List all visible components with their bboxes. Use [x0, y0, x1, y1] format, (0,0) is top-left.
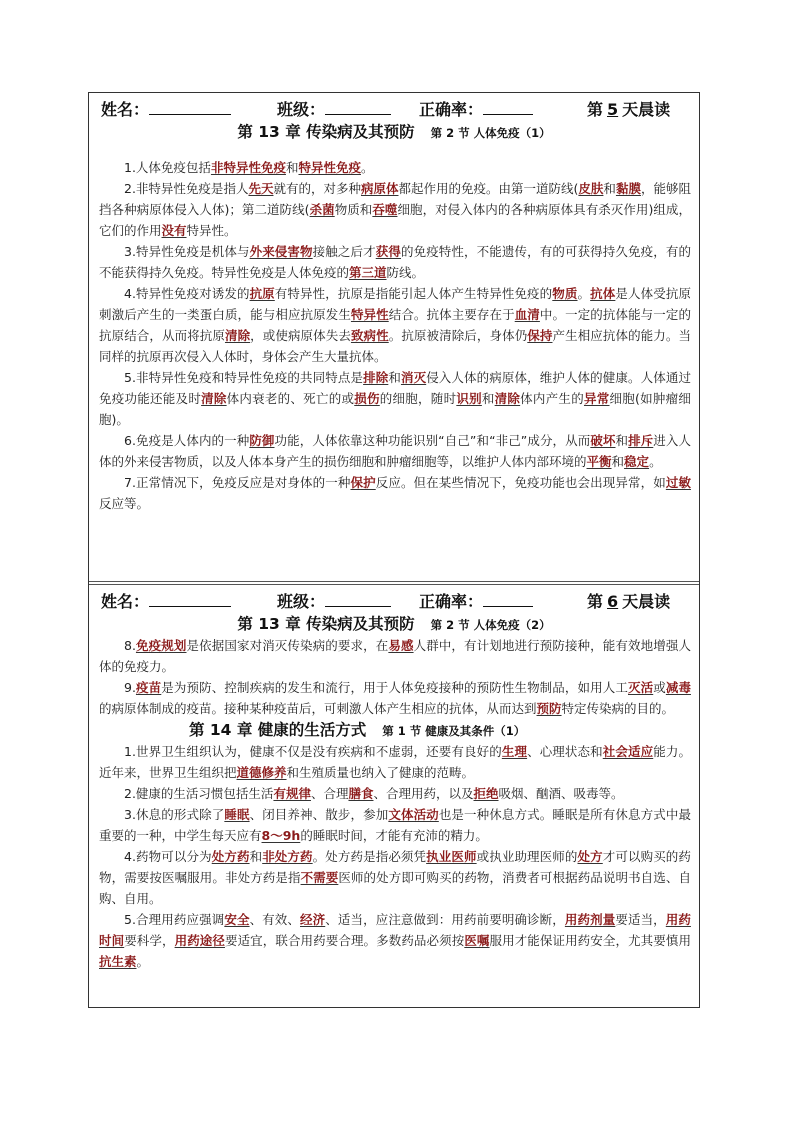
paragraph-text: 4.特异性免疫对诱发的	[124, 286, 250, 301]
keyword-answer: 易感	[388, 638, 414, 653]
paragraph-list	[89, 157, 699, 514]
class-label: 班级：	[277, 100, 326, 119]
paragraph-text: 的病原体制成的疫苗。接种某种疫苗后，可刺激人体产生相应的抗体，从而达到	[99, 701, 537, 716]
paragraph-text: 8.	[124, 638, 136, 653]
keyword-answer: 膳食	[348, 786, 374, 801]
paragraph-text: 。	[360, 160, 374, 175]
keyword-answer: 道德修养	[236, 765, 287, 780]
accuracy-label: 正确率：	[419, 100, 484, 119]
keyword-answer: 排斥	[628, 433, 654, 448]
chapter-heading	[89, 613, 699, 635]
keyword-answer: 先天	[248, 181, 274, 196]
paragraph-text: 细胞，对侵入体内的各种病原体具有杀灭作用)组成，它们的作用	[99, 202, 691, 238]
paragraph-text: 就有的，对多种	[273, 181, 361, 196]
keyword-answer: 免疫规划	[135, 638, 187, 653]
paragraph-text: 人群中，有计划地进行预防接种，能有效地增强人体的免疫力。	[99, 638, 691, 674]
paragraph-text: 和	[611, 454, 625, 469]
paragraph-text: 也是一种休息方式。睡眠是所有休息方式中最重要的一种，中学生每天应有	[99, 807, 691, 843]
paragraph-text: 要适宜，联合用药要合理。多数药品必须按	[224, 933, 465, 948]
paragraph-text: 中。一定的抗体能与一定的抗原结合，从而将抗原	[99, 307, 691, 343]
paragraph-text: 。处方药是指必须凭	[312, 849, 427, 864]
paragraph-text: 反应。但在某些情况下，免疫功能也会出现异常，如	[375, 475, 666, 490]
paragraph-text: 5.非特异性免疫和特异性免疫的共同特点是	[124, 370, 364, 385]
paragraph-text: 、适当，应注意做到：用药前要明确诊断，	[325, 912, 565, 927]
keyword-answer: 病原体	[360, 181, 399, 196]
paragraph-text: 6.免疫是人体内的一种	[124, 433, 250, 448]
paragraph-text: 。	[649, 454, 662, 469]
keyword-answer: 非特异性免疫	[210, 160, 286, 175]
paragraph-text: 反应等。	[99, 496, 150, 511]
keyword-answer: 睡眠	[224, 807, 250, 822]
accuracy-label: 正确率：	[419, 592, 484, 611]
keyword-answer: 减毒	[665, 680, 691, 695]
keyword-answer: 获得	[375, 244, 401, 259]
keyword-answer: 文体活动	[388, 807, 439, 822]
keyword-answer: 没有	[161, 223, 187, 238]
name-blank[interactable]	[149, 591, 231, 607]
keyword-answer: 安全	[224, 912, 250, 927]
paragraph-text: 特定传染病的目的。	[561, 701, 675, 716]
paragraph-text: 3.休息的形式除了	[124, 807, 225, 822]
paragraph-text: 。	[136, 954, 150, 969]
paragraph-text: 体内产生的	[520, 391, 584, 406]
accuracy-blank[interactable]	[483, 99, 533, 115]
paragraph-text: 特异性。	[186, 223, 237, 238]
keyword-answer: 清除	[201, 391, 227, 406]
paragraph-text: 和	[615, 433, 629, 448]
paragraph-text: 和	[388, 370, 401, 385]
keyword-answer: 稳定	[624, 454, 650, 469]
paragraph	[99, 472, 691, 514]
worksheet-table	[88, 92, 700, 1008]
paragraph-text: 和生殖质量也纳入了健康的范畴。	[286, 765, 475, 780]
paragraph	[99, 430, 691, 472]
keyword-answer: 有规律	[273, 786, 311, 801]
keyword-answer: 杀菌	[309, 202, 335, 217]
section-title: 第 2 节 人体免疫（1）	[430, 126, 551, 140]
keyword-answer: 灭活	[627, 680, 654, 695]
keyword-answer: 用药途径	[174, 933, 225, 948]
paragraph	[99, 804, 691, 846]
keyword-answer: 清除	[494, 391, 521, 406]
paragraph-text: 产生相应抗体的能力。当同样的抗原再次侵入人体时，身体会产生大量抗体。	[99, 328, 691, 364]
morning-reading-day-6	[89, 585, 699, 1008]
paragraph-text: 细胞(如肿瘤细胞)。	[99, 391, 691, 427]
paragraph-text: 有特异性，抗原是指能引起人体产生特异性免疫的	[274, 286, 553, 301]
chapter-heading	[89, 121, 699, 143]
keyword-answer: 抗体	[590, 286, 616, 301]
keyword-answer: 非处方药	[262, 849, 313, 864]
keyword-answer: 损伤	[354, 391, 380, 406]
keyword-answer: 物质	[552, 286, 578, 301]
name-label: 姓名：	[101, 100, 150, 119]
paragraph-text: 。抗原被清除后，身体仍	[388, 328, 528, 343]
day-number: 6	[607, 592, 619, 611]
keyword-answer: 识别	[456, 391, 482, 406]
class-blank[interactable]	[325, 99, 391, 115]
keyword-answer: 异常	[583, 391, 610, 406]
paragraph-text: 3.特异性免疫是机体与	[124, 244, 250, 259]
day-number: 5	[607, 100, 619, 119]
paragraph-text: 的睡眠时间，才能有充沛的精力。	[300, 828, 488, 843]
paragraph-text: 。	[577, 286, 591, 301]
paragraph-list	[89, 635, 699, 719]
paragraph-text: 是人体受抗原刺激后产生的一类蛋白质，能与相应抗原发生	[99, 286, 691, 322]
paragraph-text: 要科学，	[124, 933, 175, 948]
paragraph-text: 要适当，	[615, 912, 666, 927]
keyword-answer: 8～9h	[261, 828, 301, 843]
paragraph-text: 和	[481, 391, 495, 406]
section-title: 第 2 节 人体免疫（2）	[430, 618, 551, 632]
keyword-answer: 拒绝	[473, 786, 499, 801]
paragraph-text: 5.合理用药应强调	[124, 912, 225, 927]
paragraph-text: 1.世界卫生组织认为，健康不仅是没有疾病和不虚弱，还要有良好的	[124, 744, 502, 759]
keyword-answer: 平衡	[586, 454, 612, 469]
keyword-answer: 排除	[363, 370, 389, 385]
keyword-answer: 处方药	[211, 849, 250, 864]
keyword-answer: 外来侵害物	[249, 244, 313, 259]
keyword-answer: 抗生素	[99, 954, 137, 969]
accuracy-blank[interactable]	[483, 591, 533, 607]
keyword-answer: 疫苗	[135, 680, 162, 695]
paragraph	[99, 741, 691, 783]
paragraph-text: 功能，人体依靠这种功能识别“自己”和“非己”成分，从而	[274, 433, 591, 448]
paragraph	[99, 157, 691, 178]
paragraph	[99, 846, 691, 909]
student-info-header	[89, 93, 699, 121]
class-label: 班级：	[277, 592, 326, 611]
paragraph-text: 9.	[124, 680, 136, 695]
keyword-answer: 生理	[501, 744, 528, 759]
paragraph-text: 和	[285, 160, 299, 175]
paragraph-text: 2.健康的生活习惯包括生活	[124, 786, 274, 801]
paragraph-text: 2.非特异性免疫是指人	[124, 181, 249, 196]
paragraph	[99, 635, 691, 677]
keyword-answer: 抗原	[249, 286, 275, 301]
paragraph-text: 吸烟、酗酒、吸毒等。	[498, 786, 624, 801]
paragraph-text: 是为预防、控制疾病的发生和流行，用于人体免疫接种的预防性生物制品，如用人工	[161, 680, 628, 695]
class-blank[interactable]	[325, 591, 391, 607]
keyword-answer: 保持	[527, 328, 553, 343]
keyword-answer: 执业医师	[426, 849, 477, 864]
student-info-header	[89, 585, 699, 613]
paragraph-text: 防线。	[386, 265, 425, 280]
paragraph-text: 才可以购买的药物，需要按医嘱服用。非处方药是指	[99, 849, 691, 885]
keyword-answer: 不需要	[300, 870, 339, 885]
keyword-answer: 社会适应	[602, 744, 654, 759]
keyword-answer: 防御	[249, 433, 275, 448]
paragraph-text: 、合理	[310, 786, 349, 801]
paragraph-text: 体内衰老的、死亡的或	[226, 391, 355, 406]
keyword-answer: 经济	[300, 912, 326, 927]
keyword-answer: 皮肤	[578, 181, 604, 196]
paragraph-text: 、闭目养神、散步，参加	[249, 807, 389, 822]
paragraph-text: 、心理状态和	[527, 744, 603, 759]
name-label: 姓名：	[101, 592, 150, 611]
paragraph-list	[89, 741, 699, 972]
paragraph-text: 侵入人体的病原体，维护人体的健康。人体通过免疫功能还能及时	[99, 370, 691, 406]
paragraph-text: 医师的处方即可购买的药物，消费者可根据药品说明书自选、自购、自用。	[99, 870, 691, 906]
paragraph-text: 和	[603, 181, 616, 196]
keyword-answer: 消灭	[400, 370, 427, 385]
keyword-answer: 特异性	[350, 307, 389, 322]
divider	[89, 581, 699, 582]
keyword-answer: 用药剂量	[564, 912, 616, 927]
keyword-answer: 保护	[350, 475, 376, 490]
day-indicator: 第 6 天晨读	[587, 592, 671, 611]
paragraph-text: 物质和	[334, 202, 373, 217]
keyword-answer: 医嘱	[464, 933, 490, 948]
keyword-answer: 吞噬	[372, 202, 398, 217]
keyword-answer: 用药时间	[99, 912, 691, 948]
paragraph	[99, 783, 691, 804]
paragraph-text: 接触之后才	[312, 244, 376, 259]
paragraph-text: 或	[653, 680, 666, 695]
paragraph-text: ，或使病原体失去	[250, 328, 351, 343]
paragraph-text: 是依据国家对消灭传染病的要求，在	[186, 638, 389, 653]
paragraph-text: 、有效、	[249, 912, 301, 927]
paragraph-text: 结合。抗体主要存在于	[388, 307, 515, 322]
keyword-answer: 血清	[514, 307, 540, 322]
chapter-title: 第 14 章 健康的生活方式	[189, 721, 367, 739]
keyword-answer: 致病性	[350, 328, 389, 343]
paragraph	[99, 909, 691, 972]
paragraph	[99, 283, 691, 367]
paragraph-text: 4.药物可以分为	[124, 849, 212, 864]
paragraph-text: 或执业助理医师的	[476, 849, 578, 864]
keyword-answer: 破坏	[590, 433, 616, 448]
paragraph	[99, 367, 691, 430]
keyword-answer: 过敏	[665, 475, 691, 490]
paragraph	[99, 677, 691, 719]
chapter-title: 第 13 章 传染病及其预防	[237, 615, 415, 633]
paragraph	[99, 241, 691, 283]
morning-reading-day-5	[89, 93, 699, 581]
name-blank[interactable]	[149, 99, 231, 115]
keyword-answer: 预防	[536, 701, 562, 716]
day-indicator: 第 5 天晨读	[587, 100, 671, 119]
keyword-answer: 处方	[577, 849, 603, 864]
paragraph-text: 1.人体免疫包括	[124, 160, 211, 175]
keyword-answer: 黏膜	[615, 181, 641, 196]
chapter-title: 第 13 章 传染病及其预防	[237, 123, 415, 141]
paragraph-text: 进入人体的外来侵害物质，以及人体本身产生的损伤细胞和肿瘤细胞等，以维护人体内部环境的	[99, 433, 691, 469]
chapter-heading	[89, 719, 699, 741]
paragraph	[99, 178, 691, 241]
keyword-answer: 特异性免疫	[298, 160, 361, 175]
paragraph-text: 和	[249, 849, 263, 864]
keyword-answer: 清除	[224, 328, 251, 343]
section-title: 第 1 节 健康及其条件（1）	[382, 724, 526, 738]
paragraph-text: 服用才能保证用药安全，尤其要慎用	[489, 933, 691, 948]
paragraph-text: 的免疫特性，不能遗传，有的可获得持久免疫，有的不能获得持久免疫。特异性免疫是人体免疫的	[99, 244, 691, 280]
paragraph-text: 、合理用药，以及	[373, 786, 474, 801]
paragraph-text: 的细胞，随时	[379, 391, 457, 406]
keyword-answer: 第三道	[349, 265, 387, 280]
paragraph-text: 7.正常情况下，免疫反应是对身体的一种	[124, 475, 351, 490]
paragraph-text: ，能够阻挡各种病原体侵入人体)；第二道防线(	[99, 181, 691, 217]
paragraph-text: 都起作用的免疫。由第一道防线(	[398, 181, 579, 196]
paragraph-text: 能力。近年来，世界卫生组织把	[99, 744, 691, 780]
